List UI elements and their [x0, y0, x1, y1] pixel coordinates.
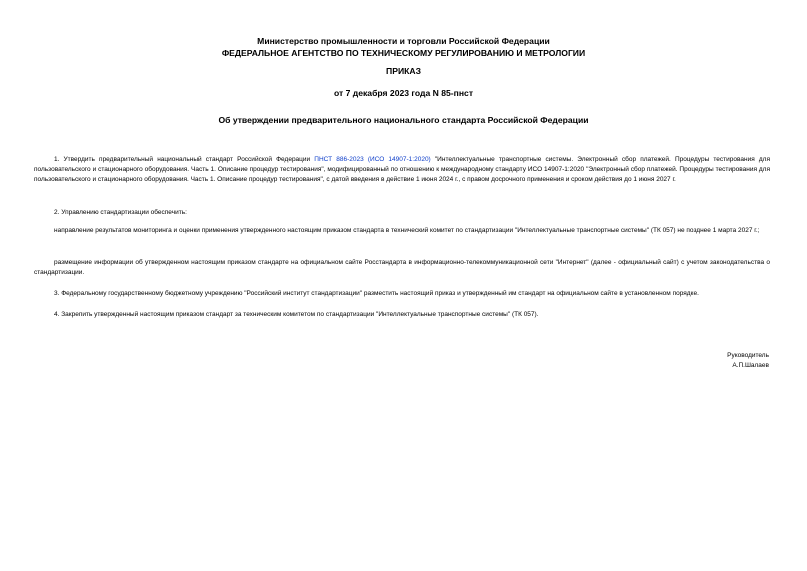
signature-name: А.П.Шалаев — [732, 362, 769, 369]
paragraph-2-text: 2. Управлению стандартизации обеспечить: — [54, 209, 187, 216]
paragraph-1 — [34, 155, 770, 185]
paragraph-3 — [34, 289, 770, 299]
paragraph-1-start: 1. Утвердить предварительный национальный стандарт Российской Федерации — [54, 156, 315, 163]
signature-block — [727, 351, 769, 371]
document-header — [0, 35, 807, 59]
order-date: от 7 декабря 2023 года N 85-пнст — [333, 88, 474, 98]
paragraph-4 — [34, 310, 770, 320]
signature-role: Руководитель — [727, 352, 769, 359]
paragraph-2b-text: размещение информации об утвержденном настоящим приказом стандарте на официальном сайте Росстандарта в информационно-телекоммуникационной сети "Интернет" (далее - официальный сайт) с учетом законодательства о стандартизации. — [34, 259, 770, 276]
paragraph-3-text: 3. Федеральному государственному бюджетному учреждению "Российский институт стандартизации" разместить настоящий приказ и утвержденный им стандарт на официальном сайте в установленном порядке. — [54, 290, 699, 297]
agency-name: ФЕДЕРАЛЬНОЕ АГЕНТСТВО ПО ТЕХНИЧЕСКОМУ РЕГУЛИРОВАНИЮ И МЕТРОЛОГИИ — [221, 48, 586, 58]
paragraph-1-end: "Интеллектуальные транспортные системы. Электронный сбор платежей. Процедуры тестирования для пользовательского и стационарного оборудования. Часть 1. Описание процедур тестирования", модифицированный по отношению к международному стандарту ИСО 14907-1:2020 "Электронный сбор платежей. Процедуры тестирования для пользовательского и стационарного оборудования. Часть 1. Описание процедур тестирования", с датой введения в действие 1 июня 2024 г., с правом досрочного применения и сроком действия до 1 июня 2027 г. — [34, 156, 770, 183]
ministry-name: Министерство промышленности и торговли Российской Федерации — [257, 36, 550, 46]
paragraph-2a — [34, 226, 770, 236]
paragraph-2a-text: направление результатов мониторинга и оценки применения утвержденного настоящим приказом стандарта в технический комитет по стандартизации "Интеллектуальные транспортные системы" (ТК 057) не позднее 1 марта 2027 г.; — [54, 227, 760, 234]
order-title: ПРИКАЗ — [386, 66, 421, 76]
paragraph-2b — [34, 258, 770, 278]
paragraph-4-text: 4. Закрепить утвержденный настоящим приказом стандарт за техническим комитетом по стандартизации "Интеллектуальные транспортные системы" (ТК 057). — [54, 311, 539, 318]
paragraph-2 — [34, 208, 770, 218]
standard-link[interactable]: ПНСТ 886-2023 (ИСО 14907-1:2020) — [314, 156, 431, 163]
order-subject: Об утверждении предварительного национального стандарта Российской Федерации — [218, 115, 589, 125]
